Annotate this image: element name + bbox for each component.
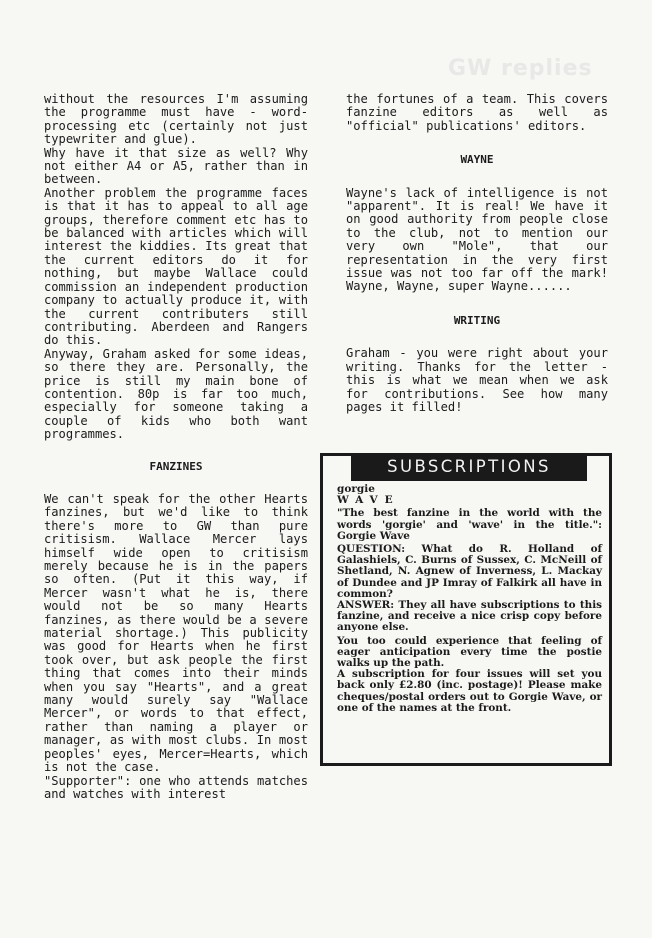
- subscriptions-title: SUBSCRIPTIONS: [351, 453, 587, 481]
- answer: ANSWER: They all have subscriptions to this fanzine, and receive a nice crisp copy before anyone else.: [337, 599, 602, 634]
- paragraph: without the resources I'm assuming the programme must have - word-processing etc (certainly not just typewriter and glue).: [44, 92, 308, 147]
- paragraph: the fortunes of a team. This covers fanzine editors as well as "official" publications' editors.: [346, 92, 608, 133]
- subscriptions-body: [337, 484, 602, 714]
- offer: A subscription for four issues will set you back only £2.80 (inc. postage)! Please make cheques/postal orders out to Gorgie Wave, or one of the names at the front.: [337, 668, 602, 714]
- logo-line-wave: WAVE: [337, 494, 400, 507]
- logo-line-gorgie: gorgie: [337, 483, 375, 495]
- subscriptions-box: [320, 453, 612, 766]
- paragraph: Anyway, Graham asked for some ideas, so there they are. Personally, the price is still my main bone of contention. 80p is far too much, especially for someone taking a couple of kids who both want programmes.: [44, 346, 308, 442]
- paragraph: "Supporter": one who attends matches and watches with interest: [44, 773, 308, 801]
- paragraph: We can't speak for the other Hearts fanzines, but we'd like to think there's more to GW than pure critisism. Wallace Mercer lays himself wide open to critisism merely because he is in the papers so often. (Put it this way, if Mercer wasn't what he is, there would not be so many Hearts fanzines, as there would be a severe material shortage.) This publicity was good for Hearts when he first took over, but ask people the first thing that comes into their minds when you say "Hearts", and a great many would surely say "Wallace Mercer", or words to that effect, rather than naming a player or manager, as with most clubs. In most peoples' eyes, Mercer=Hearts, which is not the case.: [44, 491, 308, 775]
- paragraph: Another problem the programme faces is that it has to appeal to all age groups, therefore comment etc has to be balanced with articles which will interest the kiddies. Its great that the current editors do it for nothing, but maybe Wallace could commission an independent production company to actually produce it, with the current contributers still contributing. Aberdeen and Rangers do this.: [44, 185, 308, 348]
- show-through-watermark: GW replies: [448, 56, 593, 81]
- question: QUESTION: What do R. Holland of Galashiels, C. Burns of Sussex, C. McNeill of Shetland, N. Agnew of Inverness, L. Mackay of Dundee and JP Imray of Falkirk all have in common?: [337, 543, 602, 600]
- section-heading-fanzines: FANZINES: [149, 459, 203, 473]
- paragraph: Graham - you were right about your writing. Thanks for the letter - this is what we mean when we ask for contributions. See how many pages it filled!: [346, 346, 608, 414]
- pitch: You too could experience that feeling of eager anticipation every time the postie walks up the path.: [337, 634, 602, 670]
- right-column: [346, 93, 608, 414]
- paragraph: Why have it that size as well? Why not either A4 or A5, rather than in between.: [44, 145, 308, 187]
- section-heading-writing: WRITING: [453, 313, 501, 327]
- quote: "The best fanzine in the world with the words 'gorgie' and 'wave' in the title.": Gorgie Wave: [337, 507, 602, 542]
- left-column: [44, 93, 308, 801]
- paragraph: Wayne's lack of intelligence is not "apparent". It is real! We have it on good authority from people close to the club, not to mention our very own "Mole", that our representation in the very first issue was not too far off the mark! Wayne, Wayne, super Wayne......: [346, 185, 608, 294]
- section-heading-wayne: WAYNE: [460, 153, 494, 167]
